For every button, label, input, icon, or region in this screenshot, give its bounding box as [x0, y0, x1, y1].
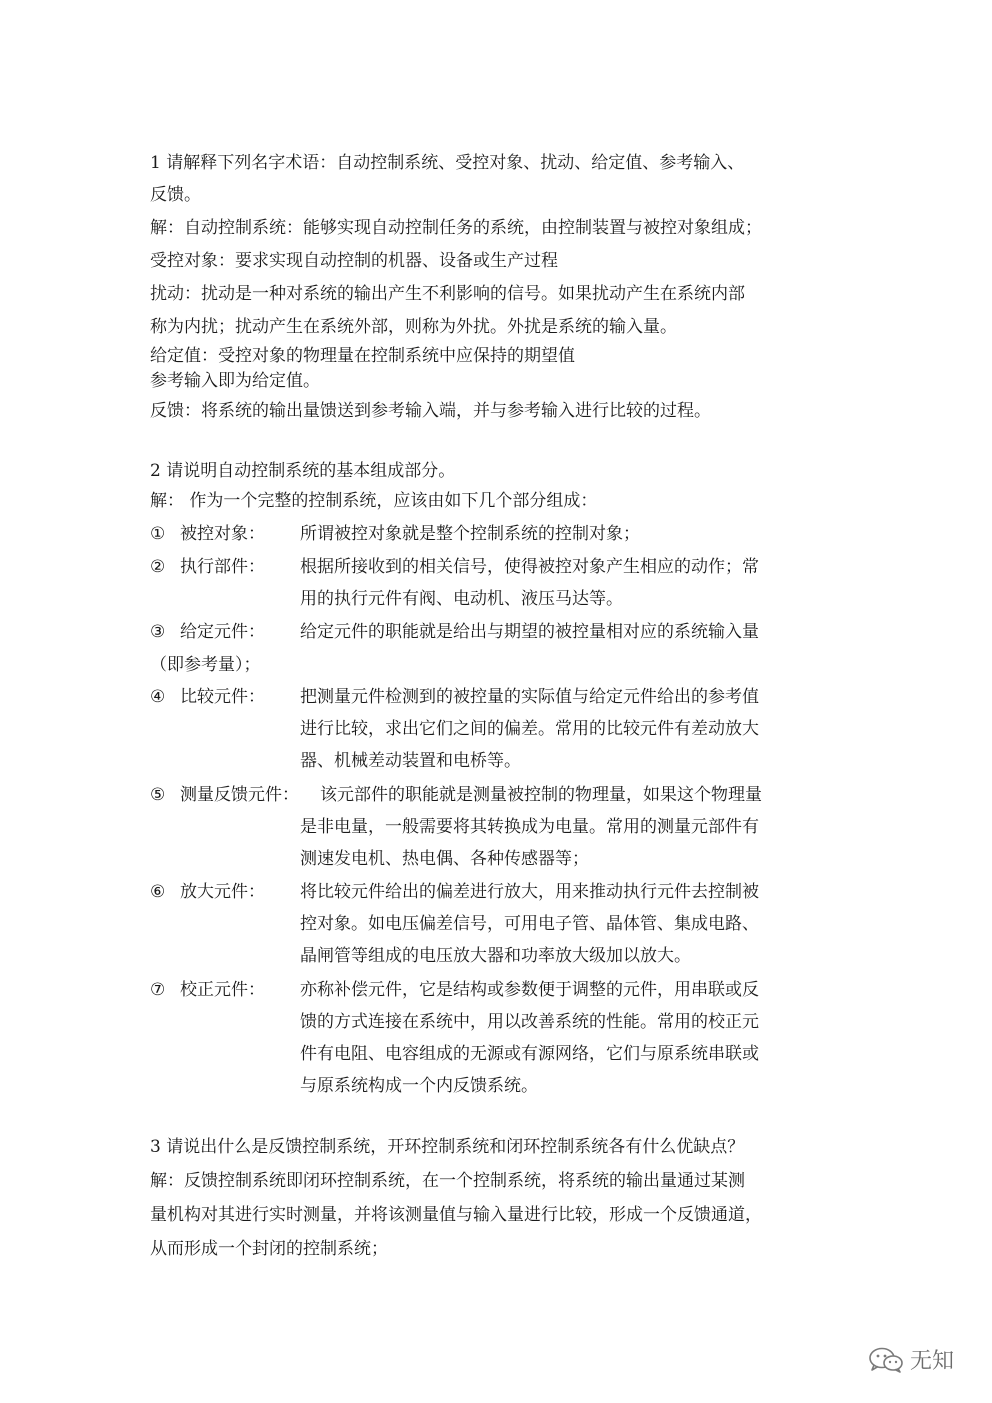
q2-item-number: ⑤ [150, 785, 166, 805]
watermark-text: 无知 [910, 1349, 955, 1374]
q2-item-label: 测量反馈元件： [180, 785, 299, 805]
q2-item-desc-line: 是非电量，一般需要将其转换成为电量。常用的测量元部件有 [300, 817, 759, 837]
q2-item-desc-line: 馈的方式连接在系统中，用以改善系统的性能。常用的校正元 [300, 1012, 759, 1032]
q1-answer-line-5: 给定值：受控对象的物理量在控制系统中应保持的期望值 [150, 346, 575, 366]
q2-item-number: ① [150, 524, 166, 544]
q2-item-desc-line: 用的执行元件有阀、电动机、液压马达等。 [300, 589, 623, 609]
q2-title: 2 请说明自动控制系统的基本组成部分。 [150, 461, 456, 481]
q1-answer-line-3: 扰动：扰动是一种对系统的输出产生不利影响的信号。如果扰动产生在系统内部 [150, 284, 745, 304]
wechat-icon [868, 1346, 904, 1374]
q2-item-desc-line: 晶闸管等组成的电压放大器和功率放大级加以放大。 [300, 946, 691, 966]
q2-item-desc-line: 进行比较，求出它们之间的偏差。常用的比较元件有差动放大 [300, 719, 759, 739]
q2-item-desc-line: （即参考量）； [150, 655, 261, 675]
q1-answer-line-7: 反馈：将系统的输出量馈送到参考输入端，并与参考输入进行比较的过程。 [150, 401, 711, 421]
q2-item-desc-line: 器、机械差动装置和电桥等。 [300, 751, 521, 771]
q2-item-label: 校正元件： [180, 980, 265, 1000]
q3-answer-line-1: 解：反馈控制系统即闭环控制系统，在一个控制系统，将系统的输出量通过某测 [150, 1171, 745, 1191]
q2-item-desc-line: 件有电阻、电容组成的无源或有源网络，它们与原系统串联或 [300, 1044, 759, 1064]
q3-answer-line-2: 量机构对其进行实时测量，并将该测量值与输入量进行比较，形成一个反馈通道， [150, 1205, 762, 1225]
q2-item-desc-line: 控对象。如电压偏差信号，可用电子管、晶体管、集成电路、 [300, 914, 759, 934]
q1-answer-line-2: 受控对象：要求实现自动控制的机器、设备或生产过程 [150, 251, 558, 271]
q2-item-desc-line: 把测量元件检测到的被控量的实际值与给定元件给出的参考值 [300, 687, 759, 707]
q1-answer-line-1: 解：自动控制系统：能够实现自动控制任务的系统，由控制装置与被控对象组成； [150, 218, 762, 238]
q1-answer-line-4: 称为内扰；扰动产生在系统外部，则称为外扰。外扰是系统的输入量。 [150, 317, 677, 337]
q2-intro: 解： 作为一个完整的控制系统，应该由如下几个部分组成： [150, 491, 598, 511]
q2-item-desc-line: 与原系统构成一个内反馈系统。 [300, 1076, 538, 1096]
q2-item-number: ⑦ [150, 980, 166, 1000]
q2-item-number: ③ [150, 622, 166, 642]
q1-title-line-1: 1 请解释下列名字术语：自动控制系统、受控对象、扰动、给定值、参考输入、 [150, 153, 745, 173]
q2-item-label: 执行部件： [180, 557, 265, 577]
q2-item-label: 放大元件： [180, 882, 265, 902]
q2-item-desc-line: 所谓被控对象就是整个控制系统的控制对象； [300, 524, 640, 544]
q2-item-number: ④ [150, 687, 166, 707]
q2-item-number: ⑥ [150, 882, 166, 902]
q3-answer-line-3: 从而形成一个封闭的控制系统； [150, 1239, 388, 1259]
q2-item-desc-line: 测速发电机、热电偶、各种传感器等； [300, 849, 589, 869]
q3-title: 3 请说出什么是反馈控制系统，开环控制系统和闭环控制系统各有什么优缺点？ [150, 1137, 745, 1157]
q1-answer-line-6: 参考输入即为给定值。 [150, 371, 320, 391]
q2-item-desc-line: 根据所接收到的相关信号，使得被控对象产生相应的动作；常 [300, 557, 759, 577]
q2-item-desc-line: 亦称补偿元件，它是结构或参数便于调整的元件，用串联或反 [300, 980, 759, 1000]
q2-item-label: 给定元件： [180, 622, 265, 642]
q2-item-desc-line: 将比较元件给出的偏差进行放大，用来推动执行元件去控制被 [300, 882, 759, 902]
q1-title-line-2: 反馈。 [150, 185, 201, 205]
q2-item-label: 被控对象： [180, 524, 265, 544]
watermark [868, 1344, 954, 1375]
q2-item-label: 比较元件： [180, 687, 265, 707]
q2-item-desc-line: 给定元件的职能就是给出与期望的被控量相对应的系统输入量 [300, 622, 759, 642]
q2-item-number: ② [150, 557, 166, 577]
q2-item-desc-line: 该元部件的职能就是测量被控制的物理量，如果这个物理量 [320, 785, 762, 805]
